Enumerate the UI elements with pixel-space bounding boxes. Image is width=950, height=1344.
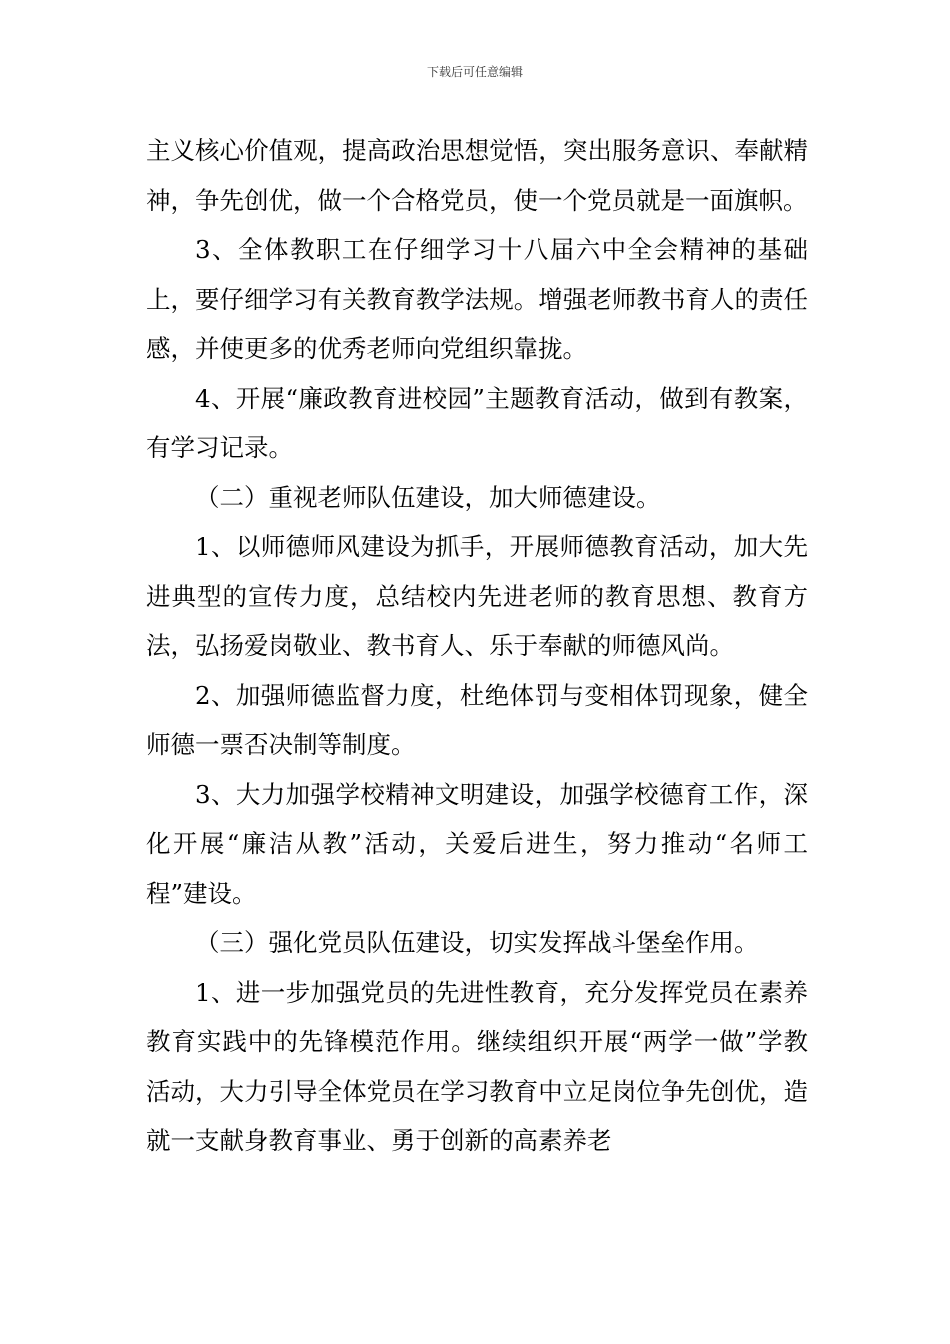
- paragraph-item-3-civilization: 3、大力加强学校精神文明建设，加强学校德育工作，深化开展“廉洁从教”活动，关爱后进生，努力推动“名师工程”建设。: [146, 779, 808, 908]
- paragraph-item-2-supervision: 2、加强师德监督力度，杜绝体罚与变相体罚现象，健全师德一票否决制等制度。: [146, 680, 808, 759]
- document-body: [146, 126, 808, 1166]
- paragraph-item-1-party-education: 1、进一步加强党员的先进性教育，充分发挥党员在素养教育实践中的先锋模范作用。继续组织开展“两学一做”学教活动，大力引导全体党员在学习教育中立足岗位争先创优，造就一支献身教育事业、勇于创新的高素养老: [146, 977, 808, 1155]
- page-header-note: 下载后可任意编辑: [426, 65, 523, 79]
- paragraph-item-3-study: 3、全体教职工在仔细学习十八届六中全会精神的基础上，要仔细学习有关教育教学法规。增强老师教书育人的责任感，并使更多的优秀老师向党组织靠拢。: [146, 235, 808, 363]
- paragraph-item-4-integrity-education: 4、开展“廉政教育进校园”主题教育活动，做到有教案，有学习记录。: [146, 383, 808, 462]
- section-heading-party-members: （三）强化党员队伍建设，切实发挥战斗堡垒作用。: [195, 928, 759, 957]
- paragraph-core-values: 主义核心价值观，提高政治思想觉悟，突出服务意识、奉献精神，争先创优，做一个合格党员，使一个党员就是一面旗帜。: [146, 136, 808, 215]
- paragraph-item-1-ethics: 1、以师德师风建设为抓手，开展师德教育活动，加大先进典型的宣传力度，总结校内先进老师的教育思想、教育方法，弘扬爱岗敬业、教书育人、乐于奉献的师德风尚。: [146, 532, 808, 660]
- section-heading-teacher-team: （二）重视老师队伍建设，加大师德建设。: [195, 482, 661, 512]
